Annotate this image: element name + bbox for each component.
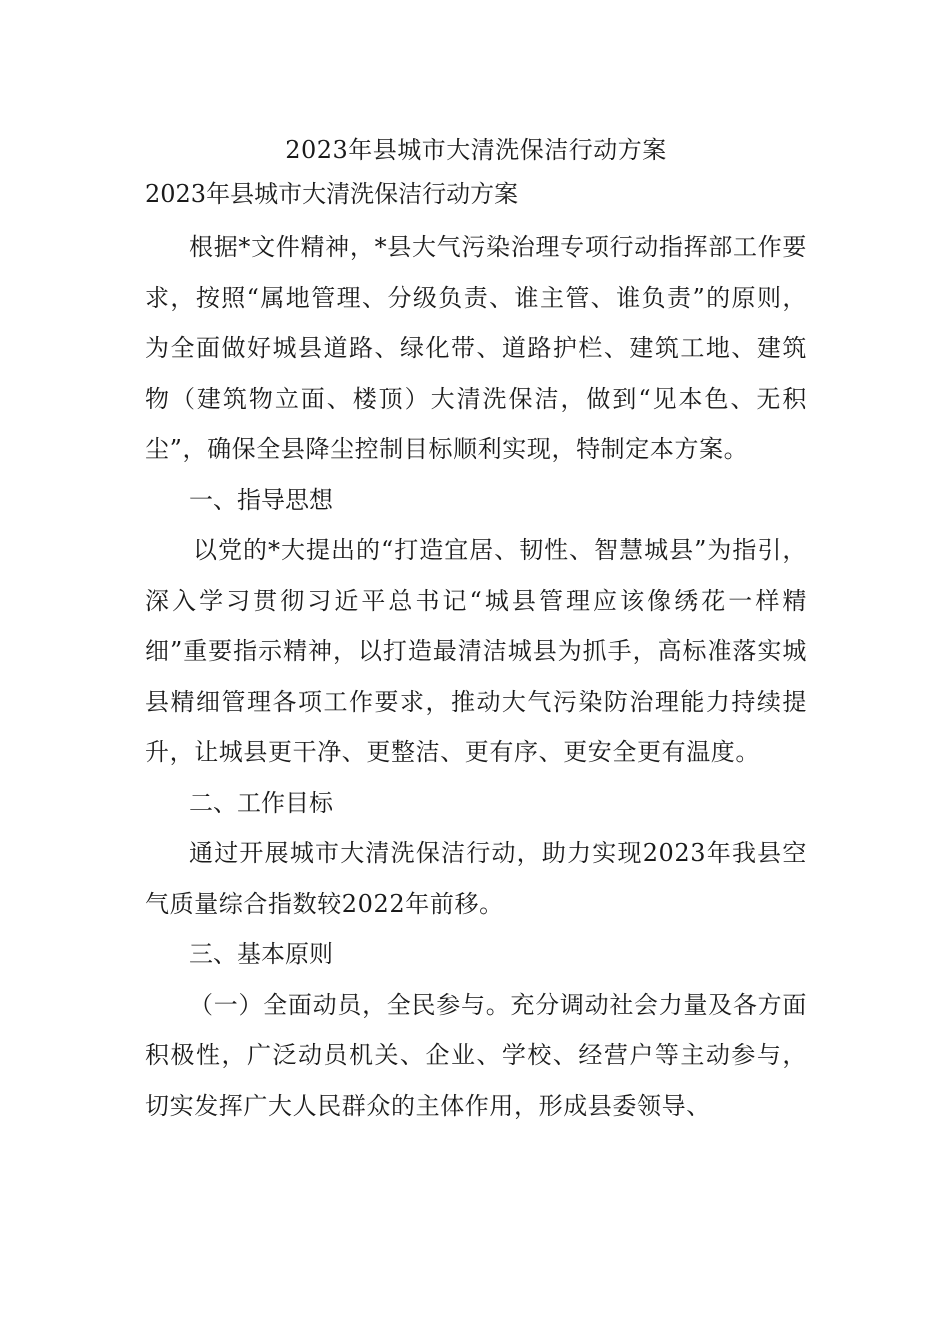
document-subtitle: 2023年县城市大清洗保洁行动方案 <box>145 180 519 208</box>
section-body-work-goal: 通过开展城市大清洗保洁行动，助力实现2023年我县空气质量综合指数较2022年前移。 <box>145 839 807 918</box>
section-body-basic-principles: （一）全面动员，全民参与。充分调动社会力量及各方面积极性，广泛动员机关、企业、学校、经营户等主动参与，切实发挥广大人民群众的主体作用，形成县委领导、 <box>145 990 807 1120</box>
section-body-guiding-ideology: 以党的*大提出的“打造宜居、韧性、智慧城县”为指引，深入学习贯彻习近平总书记“城县管理应该像绣花一样精细”重要指示精神，以打造最清洁城县为抓手，高标准落实城县精细管理各项工作要求，推动大气污染防治理能力持续提升，让城县更干净、更整洁、更有序、更安全更有温度。 <box>145 536 807 766</box>
intro-paragraph: 根据*文件精神，*县大气污染治理专项行动指挥部工作要求，按照“属地管理、分级负责、谁主管、谁负责”的原则，为全面做好城县道路、绿化带、道路护栏、建筑工地、建筑物（建筑物立面、楼顶）大清洗保洁，做到“见本色、无积尘”，确保全县降尘控制目标顺利实现，特制定本方案。 <box>145 233 807 463</box>
document-page <box>145 128 807 1131</box>
document-title: 2023年县城市大清洗保洁行动方案 <box>285 136 667 164</box>
section-heading-guiding-ideology: 一、指导思想 <box>189 485 333 514</box>
section-heading-basic-principles: 三、基本原则 <box>189 940 333 968</box>
section-heading-work-goal: 二、工作目标 <box>189 788 333 817</box>
